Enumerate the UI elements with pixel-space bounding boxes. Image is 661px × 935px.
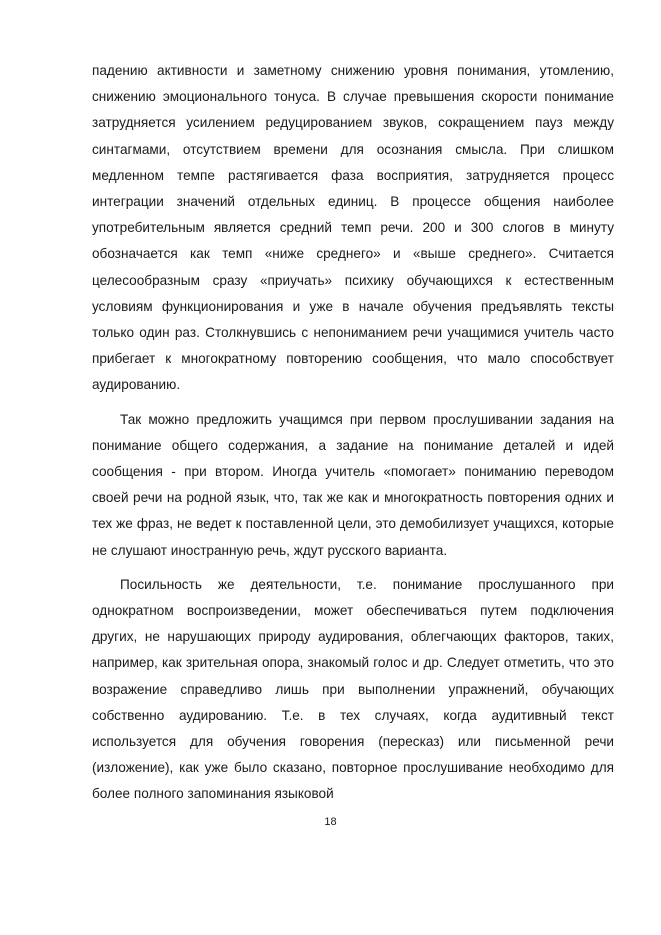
page-number: 18 <box>324 816 337 828</box>
paragraph-2: Так можно предложить учащимся при первом прослушивании задания на понимание общего содержания, а задание на понимание деталей и идей сообщения - при втором. Иногда учитель «помогает» пониманию переводом своей речи на родной язык, что, так же как и многократность повторения одних и тех же фраз, не ведет к поставленной цели, это демобилизует учащихся, которые не слушают иностранную речь, ждут русского варианта. <box>92 411 614 558</box>
paragraph-3: Посильность же деятельности, т.е. понимание прослушанного при однократном воспроизведении, может обеспечиваться путем подключения других, не нарушающих природу аудирования, облегчающих факторов, таких, например, как зрительная опора, знакомый голос и др. Следует отметить, что это возражение справедливо лишь при выполнении упражнений, обучающих собственно аудированию. Т.е. в тех случаях, когда аудитивный текст используется для обучения говорения (пересказ) или письменной речи (изложение), как уже было сказано, повторное прослушивание необходимо для более полного запоминания языковой <box>92 576 614 802</box>
text-body <box>92 58 614 808</box>
paragraph-1: падению активности и заметному снижению уровня понимания, утомлению, снижению эмоционального тонуса. В случае превышения скорости понимание затрудняется усилением редуцированием звуков, сокращением пауз между синтагмами, отсутствием времени для осознания смысла. При слишком медленном темпе растягивается фаза восприятия, затрудняется процесс интеграции значений отдельных единиц. В процессе общения наиболее употребительным является средний темп речи. 200 и 300 слогов в минуту обозначается как темп «ниже среднего» и «выше среднего». Считается целесообразным сразу «приучать» психику обучающихся к естественным условиям функционирования и уже в начале обучения предъявлять тексты только один раз. Столкнувшись с непониманием речи учащимися учитель часто прибегает к многократному повторению сообщения, что мало способствует аудированию. <box>92 63 614 393</box>
